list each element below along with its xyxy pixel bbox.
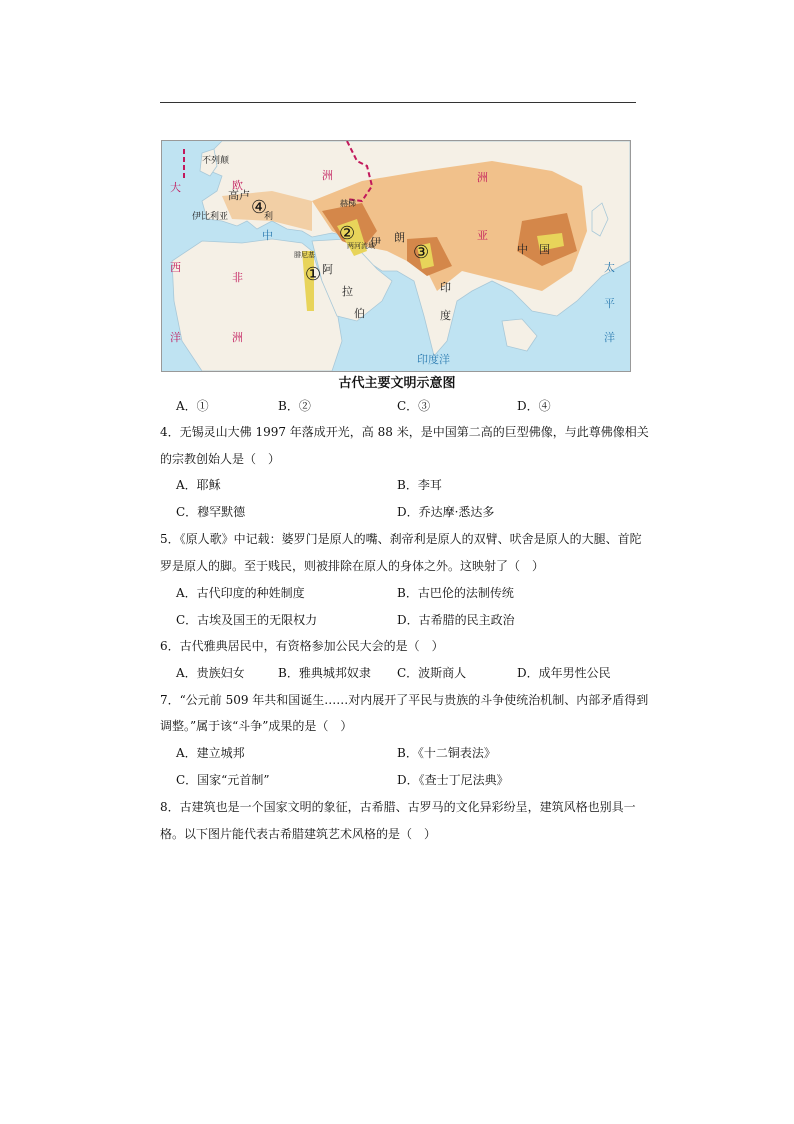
q3-option-b[interactable]: B．②: [278, 399, 311, 413]
label-atlantic-1: 大: [170, 181, 181, 194]
marker-4: ④: [251, 197, 268, 218]
q7-stem-line1: 7．“公元前 509 年共和国诞生……对内展开了平民与贵族的斗争使统治机制、内部矛盾得到: [160, 693, 649, 707]
label-britain: 不列颠: [202, 156, 230, 166]
q6-option-a[interactable]: A．贵族妇女: [176, 666, 245, 680]
label-atlantic-3: 洋: [170, 331, 181, 344]
q3-option-a[interactable]: A．①: [176, 399, 209, 413]
label-africa-1: 非: [232, 271, 243, 284]
header-rule: [160, 102, 636, 103]
q4-option-b[interactable]: B．李耳: [397, 478, 442, 492]
label-asia-2: 洲: [477, 171, 488, 184]
q3-option-d[interactable]: D．④: [517, 399, 551, 413]
label-europe-2: 洲: [322, 169, 333, 182]
q5-option-c[interactable]: C．古埃及国王的无限权力: [176, 613, 318, 627]
label-anatolia: 赫梯: [340, 199, 356, 208]
q8-stem-line1: 8．古建筑也是一个国家文明的象征，古希腊、古罗马的文化异彩纷呈，建筑风格也别具一: [160, 800, 636, 814]
q7-stem-line2: 调整。”属于该“斗争”成果的是（ ）: [160, 719, 353, 733]
q5-stem-line2: 罗是原人的脚。至于贱民，则被排除在原人的身体之外。这映射了（ ）: [160, 559, 545, 573]
q6-stem-line1: 6．古代雅典居民中，有资格参加公民大会的是（ ）: [160, 639, 444, 653]
q8-stem-line2: 格。以下图片能代表古希腊建筑艺术风格的是（ ）: [160, 827, 437, 841]
label-arabia-3: 伯: [354, 307, 365, 320]
label-indian-ocean: 印度洋: [417, 353, 450, 366]
label-italy: 利: [264, 212, 274, 222]
map-caption: 古代主要文明示意图: [338, 376, 456, 391]
label-africa-2: 洲: [232, 331, 243, 344]
q4-option-d[interactable]: D．乔达摩·悉达多: [397, 505, 495, 519]
label-mediterranean: 中: [262, 229, 273, 242]
label-pacific-1: 太: [604, 261, 615, 274]
marker-1: ①: [305, 264, 322, 285]
q7-option-c[interactable]: C．国家“元首制”: [176, 773, 270, 787]
q5-option-b[interactable]: B．古巴伦的法制传统: [397, 586, 514, 600]
label-arabia-2: 拉: [342, 285, 353, 298]
q4-stem-line1: 4．无锡灵山大佛 1997 年落成开光，高 88 米，是中国第二高的巨型佛像，与此尊佛像相关: [160, 425, 649, 439]
label-pacific-3: 洋: [604, 331, 615, 344]
ancient-civilizations-map: [161, 140, 631, 372]
q5-option-d[interactable]: D．古希腊的民主政治: [397, 613, 515, 627]
q6-option-d[interactable]: D．成年男性公民: [517, 666, 611, 680]
label-india-1: 印: [440, 281, 451, 294]
label-iran-1: 伊: [370, 236, 381, 249]
label-mesopotamia: 两河流域: [347, 242, 375, 250]
marker-3: ③: [413, 242, 430, 263]
label-china: 中 国: [517, 243, 550, 256]
q5-option-a[interactable]: A．古代印度的种姓制度: [176, 586, 305, 600]
marker-2: ②: [339, 223, 356, 244]
q5-stem-line1: 5．《原人歌》中记载：婆罗门是原人的嘴、刹帝利是原人的双臂、吠舍是原人的大腿、首陀: [160, 532, 642, 546]
q6-option-c[interactable]: C．波斯商人: [397, 666, 467, 680]
q6-option-b[interactable]: B．雅典城邦奴隶: [278, 666, 371, 680]
label-india-2: 度: [440, 309, 451, 322]
label-atlantic-2: 西: [170, 261, 181, 274]
label-iberia: 伊比利亚: [192, 212, 229, 222]
q7-option-a[interactable]: A．建立城邦: [176, 746, 245, 760]
label-iran-2: 朗: [394, 231, 405, 244]
q3-option-c[interactable]: C．③: [397, 399, 431, 413]
label-levant: 腓尼基: [294, 251, 315, 259]
label-asia-1: 亚: [477, 229, 488, 242]
q7-option-b[interactable]: B．《十二铜表法》: [397, 746, 496, 760]
label-gaul: 高卢: [228, 189, 250, 202]
label-pacific-2: 平: [604, 297, 615, 310]
q4-option-a[interactable]: A．耶稣: [176, 478, 221, 492]
label-europe-1: 欧: [232, 179, 243, 192]
q4-option-c[interactable]: C．穆罕默德: [176, 505, 246, 519]
q4-stem-line2: 的宗教创始人是（ ）: [160, 452, 281, 466]
q7-option-d[interactable]: D．《查士丁尼法典》: [397, 773, 509, 787]
label-arabia-1: 阿: [322, 263, 333, 276]
